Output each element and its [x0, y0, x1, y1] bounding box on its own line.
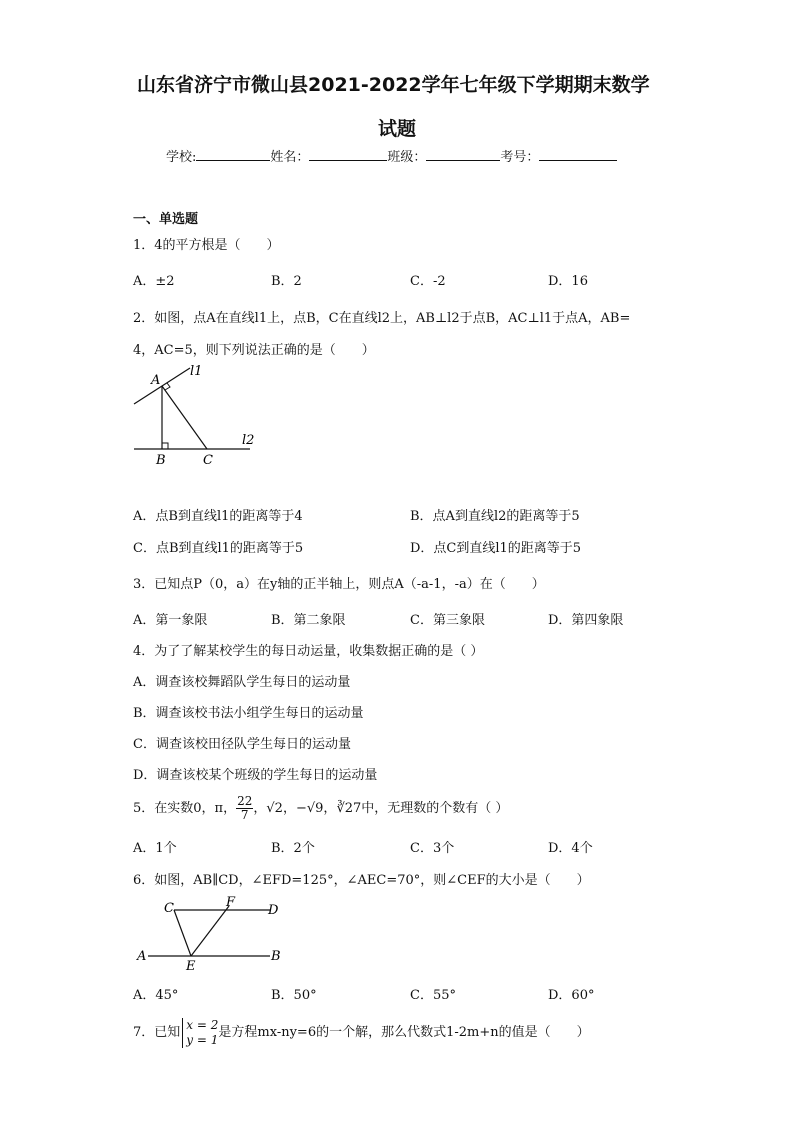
q6-figure	[130, 892, 290, 974]
q5-option-d: D．4个	[548, 841, 593, 856]
q7-stem-prefix: 7．已知	[133, 1025, 181, 1040]
q2-option-d: D．点C到直线l1的距离等于5	[410, 541, 582, 556]
q2-option-a: A．点B到直线l1的距离等于4	[133, 509, 303, 524]
q2-stem-line2: 4，AC=5，则下列说法正确的是（ ）	[133, 343, 375, 358]
segment-ce	[174, 910, 191, 956]
label-b: B	[271, 949, 281, 964]
q3-option-a: A．第一象限	[133, 613, 208, 628]
q5-neg-sqrt9: −√9	[295, 801, 324, 816]
label-l1: l1	[190, 364, 203, 379]
q6-stem: 6．如图，AB∥CD，∠EFD=125°，∠AEC=70°，则∠CEF的大小是（ ）	[133, 873, 590, 888]
q4-option-a: A．调查该校舞蹈队学生每日的运动量	[133, 675, 351, 690]
segment-ac	[162, 386, 207, 449]
q5-option-c: C．3个	[410, 841, 455, 856]
q7-stem-suffix: 是方程mx-ny=6的一个解，那么代数式1-2m+n的值是（ ）	[218, 1025, 590, 1040]
q4-stem: 4．为了了解某校学生的每日动运量，收集数据正确的是（ ）	[133, 644, 484, 659]
q4-option-d: D．调查该校某个班级的学生每日的运动量	[133, 768, 378, 783]
q5-frac-num: 22	[237, 794, 253, 808]
class-blank[interactable]	[426, 148, 500, 161]
q6-option-c: C．55°	[410, 988, 456, 1003]
q4-option-c: C．调查该校田径队学生每日的运动量	[133, 737, 351, 752]
page-title-line2: 试题	[378, 118, 417, 140]
label-c: C	[203, 453, 213, 468]
q2-option-b: B．点A到直线l2的距离等于5	[410, 509, 580, 524]
name-label: 姓名：	[270, 150, 310, 165]
q5-option-b: B．2个	[271, 841, 315, 856]
q6-option-d: D．60°	[548, 988, 595, 1003]
right-angle-b	[162, 443, 168, 449]
q2-figure	[130, 362, 260, 470]
q6-option-b: B．50°	[271, 988, 317, 1003]
q2-stem-line1: 2．如图，点A在直线l1上，点B，C在直线l2上，AB⊥l2于点B，AC⊥l1于点A，AB=	[133, 311, 631, 326]
label-f: F	[226, 895, 236, 910]
q1-option-b: B．2	[271, 274, 302, 289]
q4-option-b: B．调查该校书法小组学生每日的运动量	[133, 706, 364, 721]
q1-option-a: A．±2	[133, 274, 175, 289]
q5-option-a: A．1个	[133, 841, 177, 856]
q1-option-c: C．-2	[410, 274, 446, 289]
q5-stem-suffix: 中，无理数的个数有（ ）	[361, 801, 509, 816]
label-a: A	[137, 949, 147, 964]
exam-number-label: 考号：	[500, 150, 540, 165]
label-d: D	[268, 903, 279, 918]
label-e: E	[186, 959, 196, 974]
label-c: C	[164, 901, 174, 916]
section-title: 一、单选题	[133, 212, 199, 227]
q3-option-d: D．第四象限	[548, 613, 624, 628]
q3-stem: 3．已知点P（0，a）在y轴的正半轴上，则点A（-a-1，-a）在（ ）	[133, 577, 545, 592]
q3-option-b: B．第二象限	[271, 613, 346, 628]
q3-option-c: C．第三象限	[410, 613, 485, 628]
segment-fe	[191, 906, 229, 956]
q7-sys-line1: x = 2	[186, 1017, 219, 1032]
page-title-line1: 山东省济宁市微山县2021-2022学年七年级下学期期末数学	[137, 74, 650, 96]
class-label: 班级：	[387, 150, 427, 165]
label-a: A	[151, 373, 161, 388]
student-info-row	[166, 146, 617, 165]
q5-cbrt27: ∛27	[336, 801, 362, 816]
q6-option-a: A．45°	[133, 988, 179, 1003]
exam-number-blank[interactable]	[539, 148, 617, 161]
q7-equation-system	[182, 1018, 218, 1048]
q1-stem: 1．4的平方根是（ ）	[133, 238, 280, 253]
school-blank[interactable]	[196, 148, 270, 161]
q5-stem-prefix: 5．在实数0，π，	[133, 801, 237, 816]
q1-option-d: D．16	[548, 274, 588, 289]
q7-stem	[133, 1013, 590, 1053]
q5-frac-den: 7	[240, 808, 249, 822]
q5-sqrt2: √2	[266, 801, 283, 816]
label-b: B	[156, 453, 166, 468]
q7-sys-line2: y = 1	[186, 1032, 219, 1047]
q5-fraction	[236, 795, 253, 822]
q2-option-c: C．点B到直线l1的距离等于5	[133, 541, 304, 556]
label-l2: l2	[242, 433, 255, 448]
school-label: 学校:	[166, 150, 197, 165]
q5-stem: 5．在实数0，π， $\frac{22}{7}$ ，√2，−√9，∛27中，无理数的个数有（ ）	[133, 794, 509, 822]
name-blank[interactable]	[309, 148, 387, 161]
